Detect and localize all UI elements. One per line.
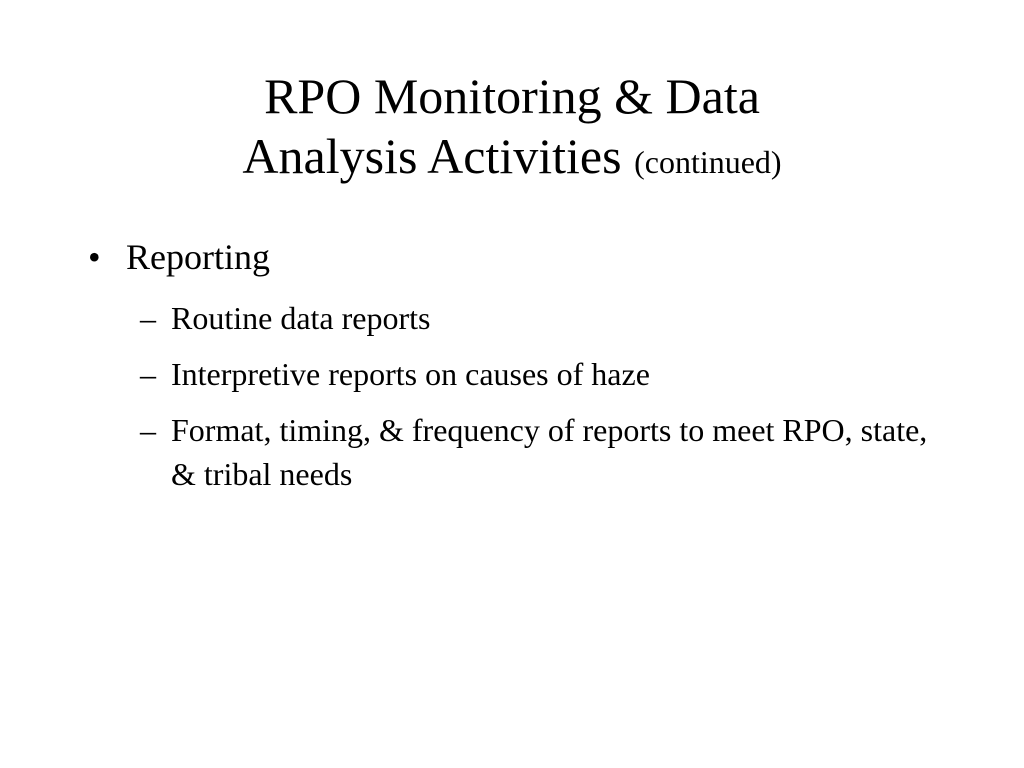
sub-bullet-item: [140, 296, 960, 340]
dash-marker: –: [140, 356, 156, 392]
sub-bullet-text: Format, timing, & frequency of reports to meet RPO, state, & tribal needs: [171, 412, 928, 492]
bullet-marker: •: [88, 237, 101, 277]
title-line-2: [0, 126, 1024, 192]
slide-title: [0, 66, 1024, 192]
dash-marker: –: [140, 412, 156, 448]
sub-bullet-item: [140, 352, 960, 396]
sub-bullet-text: Routine data reports: [171, 300, 431, 336]
sub-bullet-text: Interpretive reports on causes of haze: [171, 356, 650, 392]
bullet-label: Reporting: [126, 237, 270, 277]
title-line-1: RPO Monitoring & Data: [264, 68, 760, 124]
sub-bullet-item: [140, 408, 960, 496]
title-line-2-text: Analysis Activities: [242, 128, 622, 184]
title-suffix: (continued): [634, 144, 782, 180]
bullet-reporting: [88, 232, 270, 282]
dash-marker: –: [140, 300, 156, 336]
sub-bullet-list: [140, 296, 960, 508]
